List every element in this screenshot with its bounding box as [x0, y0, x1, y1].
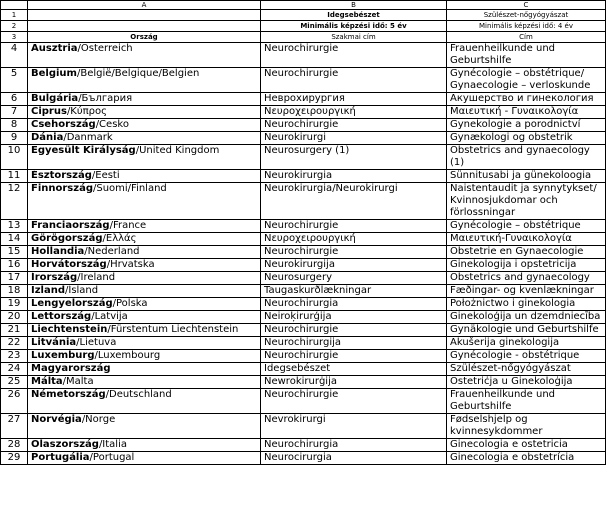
- neurosurgery-title-cell[interactable]: Taugaskurðlækningar: [261, 285, 447, 298]
- country-name-hu: Belgium: [31, 68, 77, 79]
- country-name-native: /Danmark: [63, 132, 113, 143]
- country-cell[interactable]: [28, 272, 261, 285]
- header-row: [1, 21, 606, 32]
- neurosurgery-title-cell[interactable]: Neurocirurgia: [261, 452, 447, 465]
- table-row: [1, 106, 606, 119]
- row-number[interactable]: 27: [1, 414, 28, 439]
- country-name-native: /België/Belgique/Belgien: [76, 68, 200, 79]
- table-row: [1, 43, 606, 68]
- country-name-native: /Latvija: [91, 311, 128, 322]
- row-number[interactable]: 11: [1, 170, 28, 183]
- country-name-hu: Norvégia: [31, 414, 82, 425]
- neurosurgery-title-cell[interactable]: Neurochirurgija: [261, 337, 447, 350]
- neurosurgery-title-cell[interactable]: Neurochirurgie: [261, 389, 447, 414]
- obstetrics-title-cell[interactable]: Położnictwo i ginekologia: [447, 298, 606, 311]
- country-name-hu: Németország: [31, 389, 106, 400]
- row-number[interactable]: 28: [1, 439, 28, 452]
- row-number[interactable]: 26: [1, 389, 28, 414]
- obstetrics-title-cell[interactable]: Gynækologi og obstetrik: [447, 132, 606, 145]
- neurosurgery-title-cell[interactable]: Neurochirurgie: [261, 119, 447, 132]
- column-header-b[interactable]: B: [261, 1, 447, 10]
- column-header-a[interactable]: A: [28, 1, 261, 10]
- country-name-hu: Görögország: [31, 233, 103, 244]
- country-name-native: /Suomi/Finland: [92, 183, 167, 194]
- table-row: [1, 298, 606, 311]
- country-cell[interactable]: [28, 132, 261, 145]
- row-number[interactable]: 17: [1, 272, 28, 285]
- country-name-native: /Lietuva: [76, 337, 117, 348]
- country-name-hu: Ausztria: [31, 43, 78, 54]
- neurosurgery-title-cell[interactable]: Неврохирургия: [261, 93, 447, 106]
- neurosurgery-title-cell[interactable]: Neurochirurgie: [261, 246, 447, 259]
- country-name-hu: Egyesült Királyság: [31, 145, 136, 156]
- table-row: [1, 452, 606, 465]
- country-cell[interactable]: [28, 68, 261, 93]
- table-row: [1, 324, 606, 337]
- obstetrics-title-cell[interactable]: Μαιευτική-Γυναικολογία: [447, 233, 606, 246]
- neurosurgery-title-cell[interactable]: Nevrokirurgi: [261, 414, 447, 439]
- country-name-hu: Írország: [31, 272, 78, 283]
- table-row: [1, 68, 606, 93]
- country-cell[interactable]: [28, 93, 261, 106]
- neurosurgery-title-cell[interactable]: Neurochirurgie: [261, 220, 447, 233]
- country-cell[interactable]: [28, 337, 261, 350]
- table-row: [1, 233, 606, 246]
- obstetrics-title-cell[interactable]: Gynécologie – obstétrique: [447, 220, 606, 233]
- neurosurgery-title-cell[interactable]: Neiroķirurģija: [261, 311, 447, 324]
- row-number[interactable]: 25: [1, 376, 28, 389]
- neurosurgery-title-cell[interactable]: Neurosurgery (1): [261, 145, 447, 170]
- country-name-native: /Österreich: [77, 43, 133, 54]
- obstetrics-title-cell[interactable]: Frauenheilkunde und Geburtshilfe: [447, 43, 606, 68]
- cell-a[interactable]: Ország: [28, 32, 261, 43]
- neurosurgery-title-cell[interactable]: Neurochirurgie: [261, 350, 447, 363]
- country-cell[interactable]: [28, 183, 261, 220]
- cell-c[interactable]: Minimális képzési idő: 4 év: [447, 21, 606, 32]
- country-cell[interactable]: [28, 259, 261, 272]
- country-name-native: /Κύπρος: [66, 106, 108, 117]
- row-number[interactable]: 29: [1, 452, 28, 465]
- row-number[interactable]: 10: [1, 145, 28, 170]
- country-cell[interactable]: [28, 363, 261, 376]
- neurosurgery-title-cell[interactable]: Neurochirurgie: [261, 324, 447, 337]
- row-number[interactable]: 16: [1, 259, 28, 272]
- country-name-native: /Ísland: [65, 285, 99, 296]
- country-name-hu: Csehország: [31, 119, 96, 130]
- country-name-hu: Portugália: [31, 452, 90, 463]
- country-name-hu: Ciprus: [31, 106, 67, 117]
- country-name-native: /Česko: [95, 119, 129, 130]
- obstetrics-title-cell[interactable]: Naistentaudit ja synnytykset/ Kvinnosjukdomar och förlossningar: [447, 183, 606, 220]
- neurosurgery-title-cell[interactable]: Νευροχειρουργική: [261, 106, 447, 119]
- country-name-hu: Liechtenstein: [31, 324, 108, 335]
- table-row: [1, 259, 606, 272]
- neurosurgery-title-cell[interactable]: Neurochirurgia: [261, 298, 447, 311]
- table-row: [1, 439, 606, 452]
- table-row: [1, 132, 606, 145]
- country-cell[interactable]: [28, 324, 261, 337]
- table-row: [1, 145, 606, 170]
- country-name-hu: Észtország: [31, 170, 92, 181]
- table-row: [1, 311, 606, 324]
- table-row: [1, 246, 606, 259]
- neurosurgery-title-cell[interactable]: Νευροχειρουργική: [261, 233, 447, 246]
- country-cell[interactable]: [28, 119, 261, 132]
- country-name-native: /Norge: [81, 414, 116, 425]
- cell-c[interactable]: Cím: [447, 32, 606, 43]
- cell-b[interactable]: Szakmai cím: [261, 32, 447, 43]
- header-row: [1, 10, 606, 21]
- country-cell[interactable]: [28, 376, 261, 389]
- country-name-hu: Bulgária: [31, 93, 79, 104]
- country-name-native: /United Kingdom: [135, 145, 220, 156]
- obstetrics-title-cell[interactable]: Gynécologie - obstétrique: [447, 350, 606, 363]
- cell-a[interactable]: [28, 21, 261, 32]
- country-name-hu: Izland: [31, 285, 65, 296]
- row-number[interactable]: 8: [1, 119, 28, 132]
- obstetrics-title-cell[interactable]: Ginecologia e obstetrícia: [447, 452, 606, 465]
- row-number[interactable]: 3: [1, 32, 28, 43]
- column-header-row: [1, 1, 606, 10]
- country-name-native: /Portugal: [89, 452, 135, 463]
- table-row: [1, 93, 606, 106]
- row-number[interactable]: 12: [1, 183, 28, 220]
- cell-b[interactable]: Minimális képzési idő: 5 év: [261, 21, 447, 32]
- row-number[interactable]: 13: [1, 220, 28, 233]
- neurosurgery-title-cell[interactable]: Neurokirurgi: [261, 132, 447, 145]
- country-name-hu: Dánia: [31, 132, 64, 143]
- country-cell[interactable]: [28, 170, 261, 183]
- row-number[interactable]: 5: [1, 68, 28, 93]
- obstetrics-title-cell[interactable]: Ostetriċja u Ġinekoloġija: [447, 376, 606, 389]
- row-number[interactable]: 15: [1, 246, 28, 259]
- obstetrics-title-cell[interactable]: Gynäkologie und Geburtshilfe: [447, 324, 606, 337]
- row-number[interactable]: 22: [1, 337, 28, 350]
- country-cell[interactable]: [28, 439, 261, 452]
- country-cell[interactable]: [28, 246, 261, 259]
- country-name-native: /Malta: [62, 376, 94, 387]
- country-name-native: /Luxembourg: [94, 350, 161, 361]
- obstetrics-title-cell[interactable]: Obstetrics and gynaecology (1): [447, 145, 606, 170]
- obstetrics-title-cell[interactable]: Obstetrie en Gynaecologie: [447, 246, 606, 259]
- neurosurgery-title-cell[interactable]: Neurokirurgia: [261, 170, 447, 183]
- table-row: [1, 337, 606, 350]
- obstetrics-title-cell[interactable]: Frauenheilkunde und Geburtshilfe: [447, 389, 606, 414]
- row-number[interactable]: 21: [1, 324, 28, 337]
- country-cell[interactable]: [28, 106, 261, 119]
- row-number[interactable]: 23: [1, 350, 28, 363]
- row-number[interactable]: 24: [1, 363, 28, 376]
- country-name-native: /Fürstentum Liechtenstein: [107, 324, 239, 335]
- obstetrics-title-cell[interactable]: Μαιευτική - Γυναικολογία: [447, 106, 606, 119]
- country-cell[interactable]: [28, 389, 261, 414]
- country-name-hu: Lengyelország: [31, 298, 113, 309]
- country-name-hu: Magyarország: [31, 363, 111, 374]
- country-name-native: /Eesti: [91, 170, 120, 181]
- table-row: [1, 285, 606, 298]
- cell-a[interactable]: [28, 10, 261, 21]
- country-name-hu: Lettország: [31, 311, 92, 322]
- country-cell[interactable]: [28, 311, 261, 324]
- country-name-hu: Horvátország: [31, 259, 107, 270]
- row-number[interactable]: 7: [1, 106, 28, 119]
- country-cell[interactable]: [28, 285, 261, 298]
- country-cell[interactable]: [28, 220, 261, 233]
- country-name-native: /Ireland: [77, 272, 116, 283]
- country-cell[interactable]: [28, 350, 261, 363]
- country-name-hu: Luxemburg: [31, 350, 95, 361]
- row-number[interactable]: 6: [1, 93, 28, 106]
- column-header-c[interactable]: C: [447, 1, 606, 10]
- country-name-native: /Hrvatska: [106, 259, 155, 270]
- neurosurgery-title-cell[interactable]: Neurosurgery: [261, 272, 447, 285]
- table-row: [1, 170, 606, 183]
- row-number[interactable]: 14: [1, 233, 28, 246]
- country-cell[interactable]: [28, 145, 261, 170]
- neurosurgery-title-cell[interactable]: Idegsebészet: [261, 363, 447, 376]
- country-name-native: /България: [78, 93, 133, 104]
- table-row: [1, 272, 606, 285]
- obstetrics-title-cell[interactable]: Ginekoloģija un dzemdniecība: [447, 311, 606, 324]
- table-row: [1, 363, 606, 376]
- table-row: [1, 183, 606, 220]
- row-number[interactable]: 19: [1, 298, 28, 311]
- row-number[interactable]: 18: [1, 285, 28, 298]
- obstetrics-title-cell[interactable]: Gynekologie a porodnictví: [447, 119, 606, 132]
- row-number[interactable]: 20: [1, 311, 28, 324]
- neurosurgery-title-cell[interactable]: Neurochirurgie: [261, 68, 447, 93]
- country-name-native: /Polska: [112, 298, 148, 309]
- cell-c[interactable]: Szülészet-nőgyógyászat: [447, 10, 606, 21]
- table-row: [1, 389, 606, 414]
- header-row: [1, 32, 606, 43]
- country-cell[interactable]: [28, 233, 261, 246]
- table-row: [1, 220, 606, 233]
- row-number[interactable]: 4: [1, 43, 28, 68]
- obstetrics-title-cell[interactable]: Fødselshjelp og kvinnesykdommer: [447, 414, 606, 439]
- country-name-hu: Hollandia: [31, 246, 85, 257]
- obstetrics-title-cell[interactable]: Fæðingar- og kvenlækningar: [447, 285, 606, 298]
- country-name-hu: Olaszország: [31, 439, 99, 450]
- country-cell[interactable]: [28, 43, 261, 68]
- obstetrics-title-cell[interactable]: Ginekologija i opstetricija: [447, 259, 606, 272]
- country-name-hu: Málta: [31, 376, 63, 387]
- country-cell[interactable]: [28, 452, 261, 465]
- country-name-native: /Deutschland: [105, 389, 172, 400]
- neurosurgery-title-cell[interactable]: Neurochirurgia: [261, 439, 447, 452]
- row-number[interactable]: 9: [1, 132, 28, 145]
- obstetrics-title-cell[interactable]: Szülészet-nőgyógyászat: [447, 363, 606, 376]
- country-name-hu: Finnország: [31, 183, 93, 194]
- obstetrics-title-cell[interactable]: Akušerija ginekologija: [447, 337, 606, 350]
- neurosurgery-title-cell[interactable]: Newrokirurġija: [261, 376, 447, 389]
- neurosurgery-title-cell[interactable]: Neurochirurgie: [261, 43, 447, 68]
- country-cell[interactable]: [28, 414, 261, 439]
- obstetrics-title-cell[interactable]: Gynécologie – obstétrique/ Gynaecologie – verloskunde: [447, 68, 606, 93]
- table-row: [1, 414, 606, 439]
- neurosurgery-title-cell[interactable]: Neurokirurgija: [261, 259, 447, 272]
- cell-b[interactable]: Idegsebészet: [261, 10, 447, 21]
- corner-cell: [1, 1, 28, 10]
- country-name-native: /Nederland: [84, 246, 140, 257]
- table-row: [1, 119, 606, 132]
- row-number[interactable]: 2: [1, 21, 28, 32]
- country-cell[interactable]: [28, 298, 261, 311]
- country-name-hu: Franciaország: [31, 220, 110, 231]
- obstetrics-title-cell[interactable]: Obstetrics and gynaecology: [447, 272, 606, 285]
- obstetrics-title-cell[interactable]: Sünnitusabi ja günekoloogia: [447, 170, 606, 183]
- country-name-hu: Litvánia: [31, 337, 77, 348]
- obstetrics-title-cell[interactable]: Акушерство и гинекология: [447, 93, 606, 106]
- row-number[interactable]: 1: [1, 10, 28, 21]
- table-row: [1, 376, 606, 389]
- country-name-native: /Ελλάς: [102, 233, 137, 244]
- obstetrics-title-cell[interactable]: Ginecologia e ostetricia: [447, 439, 606, 452]
- table-row: [1, 350, 606, 363]
- country-name-native: /Italia: [98, 439, 127, 450]
- neurosurgery-title-cell[interactable]: Neurokirurgia/Neurokirurgi: [261, 183, 447, 220]
- country-name-native: /France: [109, 220, 147, 231]
